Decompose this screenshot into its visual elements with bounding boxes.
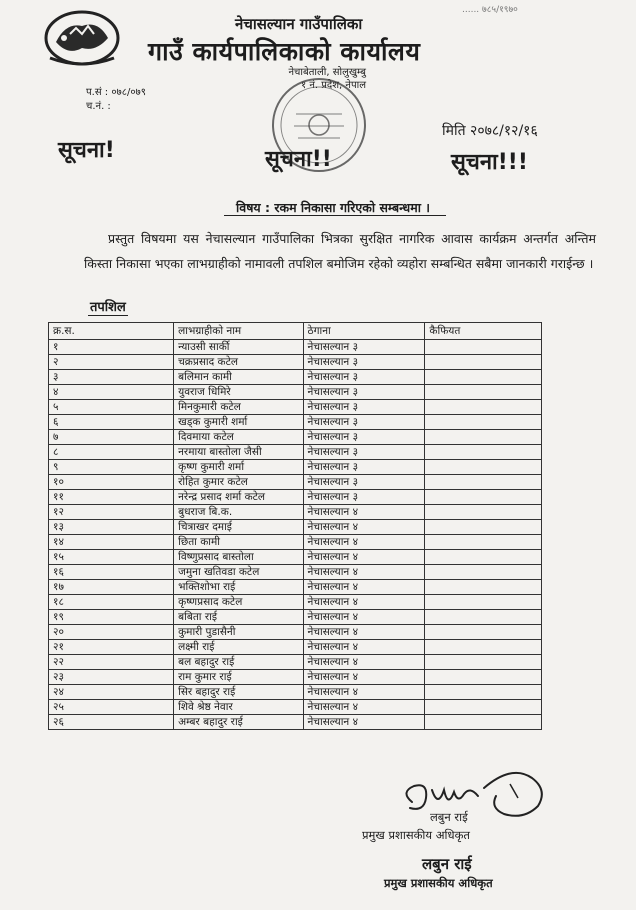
table-row [49, 460, 542, 475]
address-cell: नेचासल्यान ४ [303, 700, 425, 715]
table-row [49, 640, 542, 655]
beneficiary-name-cell: मिनकुमारी कटेल [174, 400, 303, 415]
table-row [49, 550, 542, 565]
municipality-emblem-icon [42, 8, 122, 68]
remarks-cell [425, 460, 542, 475]
remarks-cell [425, 670, 542, 685]
remarks-cell [425, 490, 542, 505]
address-cell: नेचासल्यान ३ [303, 490, 425, 505]
address-cell: नेचासल्यान ४ [303, 505, 425, 520]
table-row [49, 580, 542, 595]
serial-number-cell: ३ [49, 370, 174, 385]
address-cell: नेचासल्यान ३ [303, 340, 425, 355]
beneficiary-name-cell: छिता कामी [174, 535, 303, 550]
table-row [49, 475, 542, 490]
table-row [49, 535, 542, 550]
serial-number-cell: २५ [49, 700, 174, 715]
serial-number-cell: १८ [49, 595, 174, 610]
serial-number-cell: २२ [49, 655, 174, 670]
beneficiary-name-cell: नरमाया बास्तोला जैसी [174, 445, 303, 460]
table-row [49, 370, 542, 385]
address-cell: नेचासल्यान ३ [303, 385, 425, 400]
serial-number-cell: ५ [49, 400, 174, 415]
serial-number-cell: ११ [49, 490, 174, 505]
address-cell: नेचासल्यान ४ [303, 535, 425, 550]
remarks-cell [425, 610, 542, 625]
serial-number-cell: ४ [49, 385, 174, 400]
remarks-cell [425, 565, 542, 580]
table-header-row [49, 323, 542, 340]
address-cell: नेचासल्यान ४ [303, 595, 425, 610]
address-cell: नेचासल्यान ३ [303, 370, 425, 385]
serial-number-cell: १४ [49, 535, 174, 550]
table-row [49, 340, 542, 355]
remarks-cell [425, 535, 542, 550]
table-row [49, 385, 542, 400]
beneficiary-table-body [49, 323, 542, 730]
handwritten-signature [392, 768, 562, 828]
stamp-signatory-title: प्रमुख प्रशासकीय अधिकृत [384, 876, 493, 890]
notice-body: प्रस्तुत विषयमा यस नेचासल्यान गाउँपालिका भित्रका सुरक्षित नागरिक आवास कार्यक्रम अन्तर्गत अन्तिम किस्ता निकासा भएका लाभग्राहीको नामावली तपशिल बमोजिम रहेको व्यहोरा सम्बन्धित सबैमा जानकारी गराईन्छ । [84, 231, 596, 271]
serial-number-cell: १५ [49, 550, 174, 565]
serial-number-cell: २३ [49, 670, 174, 685]
address-cell: नेचासल्यान ४ [303, 520, 425, 535]
office-title: गाउँ कार्यपालिकाको कार्यालय [148, 37, 421, 66]
address-cell: नेचासल्यान ३ [303, 445, 425, 460]
serial-number-cell: १२ [49, 505, 174, 520]
serial-number-cell: १ [49, 340, 174, 355]
table-row [49, 505, 542, 520]
table-heading: तपशिल [90, 300, 126, 315]
beneficiary-name-cell: चित्राखर दमाई [174, 520, 303, 535]
signatory-title: प्रमुख प्रशासकीय अधिकृत [362, 828, 470, 842]
page-reference-mark: ...... ७८५/१९७० [462, 5, 518, 15]
table-row [49, 685, 542, 700]
remarks-cell [425, 685, 542, 700]
serial-number-cell: ८ [49, 445, 174, 460]
beneficiary-name-cell: अम्बर बहादुर राई [174, 715, 303, 730]
address-line-1: नेचाबेताली, सोलुखुम्बु [288, 67, 366, 78]
beneficiary-name-cell: भक्तिशोभा राई [174, 580, 303, 595]
beneficiary-name-cell: कृष्णप्रसाद कटेल [174, 595, 303, 610]
remarks-cell [425, 640, 542, 655]
address-cell: नेचासल्यान ४ [303, 640, 425, 655]
remarks-cell [425, 580, 542, 595]
remarks-cell [425, 385, 542, 400]
beneficiary-name-cell: जमुना खतिवडा कटेल [174, 565, 303, 580]
dispatch-number: च.नं. : [86, 101, 111, 112]
address-cell: नेचासल्यान ४ [303, 565, 425, 580]
serial-number-cell: १० [49, 475, 174, 490]
beneficiary-name-cell: रोहित कुमार कटेल [174, 475, 303, 490]
address-cell: नेचासल्यान ४ [303, 550, 425, 565]
beneficiary-name-cell: चक्रप्रसाद कटेल [174, 355, 303, 370]
beneficiary-name-cell: लक्ष्मी राई [174, 640, 303, 655]
beneficiary-name-cell: कुमारी पुडासैनी [174, 625, 303, 640]
beneficiary-name-cell: बलिमान कामी [174, 370, 303, 385]
table-header-cell: क्र.स. [49, 323, 174, 340]
beneficiary-name-cell: राम कुमार राई [174, 670, 303, 685]
remarks-cell [425, 715, 542, 730]
address-cell: नेचासल्यान ३ [303, 475, 425, 490]
address-cell: नेचासल्यान ४ [303, 685, 425, 700]
beneficiary-name-cell: बुधराज बि.क. [174, 505, 303, 520]
serial-number-cell: २६ [49, 715, 174, 730]
address-line-2: १ नं. प्रदेश, नेपाल [300, 80, 366, 91]
table-row [49, 625, 542, 640]
address-cell: नेचासल्यान ३ [303, 415, 425, 430]
table-row [49, 400, 542, 415]
serial-number-cell: २४ [49, 685, 174, 700]
remarks-cell [425, 550, 542, 565]
serial-number-cell: २ [49, 355, 174, 370]
table-header-cell: लाभग्राहीको नाम [174, 323, 303, 340]
remarks-cell [425, 520, 542, 535]
table-row [49, 565, 542, 580]
serial-number-cell: २१ [49, 640, 174, 655]
address-cell: नेचासल्यान ३ [303, 400, 425, 415]
remarks-cell [425, 340, 542, 355]
notice-heading-left: सूचना! [58, 138, 115, 163]
beneficiary-name-cell: युवराज धिमिरे [174, 385, 303, 400]
beneficiary-name-cell: बल बहादुर राई [174, 655, 303, 670]
serial-number-cell: १७ [49, 580, 174, 595]
address-cell: नेचासल्यान ४ [303, 610, 425, 625]
signatory-name: लबुन राई [430, 810, 468, 824]
beneficiary-name-cell: नरेन्द्र प्रसाद शर्मा कटेल [174, 490, 303, 505]
subject-underline [224, 215, 446, 216]
table-row [49, 595, 542, 610]
beneficiary-name-cell: सिर बहादुर राई [174, 685, 303, 700]
table-row [49, 610, 542, 625]
table-row [49, 655, 542, 670]
serial-number-cell: २० [49, 625, 174, 640]
beneficiary-name-cell: शिवे श्रेष्ठ नेवार [174, 700, 303, 715]
notice-date: मिति २०७८/१२/१६ [442, 123, 538, 139]
table-row [49, 445, 542, 460]
remarks-cell [425, 505, 542, 520]
notice-heading-middle: सूचना!! [265, 147, 332, 172]
reference-block [86, 86, 146, 114]
table-row [49, 355, 542, 370]
serial-number-cell: १६ [49, 565, 174, 580]
address-cell: नेचासल्यान ४ [303, 580, 425, 595]
remarks-cell [425, 625, 542, 640]
address-cell: नेचासल्यान ४ [303, 670, 425, 685]
table-row [49, 520, 542, 535]
table-row [49, 430, 542, 445]
remarks-cell [425, 700, 542, 715]
remarks-cell [425, 595, 542, 610]
table-row [49, 670, 542, 685]
address-cell: नेचासल्यान ३ [303, 355, 425, 370]
table-row [49, 490, 542, 505]
stamp-signatory-name: लबुन राई [422, 855, 472, 873]
address-cell: नेचासल्यान ३ [303, 430, 425, 445]
municipality-name: नेचासल्यान गाउँपालिका [235, 15, 363, 33]
address-cell: नेचासल्यान ४ [303, 655, 425, 670]
beneficiary-name-cell: खड्क कुमारी शर्मा [174, 415, 303, 430]
serial-number-cell: ७ [49, 430, 174, 445]
serial-number-cell: ६ [49, 415, 174, 430]
table-row [49, 700, 542, 715]
remarks-cell [425, 475, 542, 490]
beneficiary-name-cell: न्याउसी सार्की [174, 340, 303, 355]
notice-heading-right: सूचना!!! [451, 150, 528, 175]
beneficiary-name-cell: कृष्ण कुमारी शर्मा [174, 460, 303, 475]
remarks-cell [425, 430, 542, 445]
table-header-cell: कैफियत [425, 323, 542, 340]
serial-number-cell: १९ [49, 610, 174, 625]
address-cell: नेचासल्यान ४ [303, 715, 425, 730]
address-cell: नेचासल्यान ३ [303, 460, 425, 475]
beneficiary-name-cell: दिवमाया कटेल [174, 430, 303, 445]
beneficiary-table [48, 322, 542, 730]
reference-number: प.सं : ०७८/०७९ [86, 87, 146, 98]
beneficiary-name-cell: बबिता राई [174, 610, 303, 625]
remarks-cell [425, 370, 542, 385]
serial-number-cell: ९ [49, 460, 174, 475]
subject-line: विषय : रकम निकासा गरिएको सम्बन्धमा । [236, 200, 431, 215]
remarks-cell [425, 445, 542, 460]
remarks-cell [425, 400, 542, 415]
address-cell: नेचासल्यान ४ [303, 625, 425, 640]
remarks-cell [425, 355, 542, 370]
table-header-cell: ठेगाना [303, 323, 425, 340]
remarks-cell [425, 415, 542, 430]
serial-number-cell: १३ [49, 520, 174, 535]
remarks-cell [425, 655, 542, 670]
table-row [49, 715, 542, 730]
beneficiary-name-cell: विष्णुप्रसाद बास्तोला [174, 550, 303, 565]
table-heading-underline [88, 315, 128, 316]
table-row [49, 415, 542, 430]
